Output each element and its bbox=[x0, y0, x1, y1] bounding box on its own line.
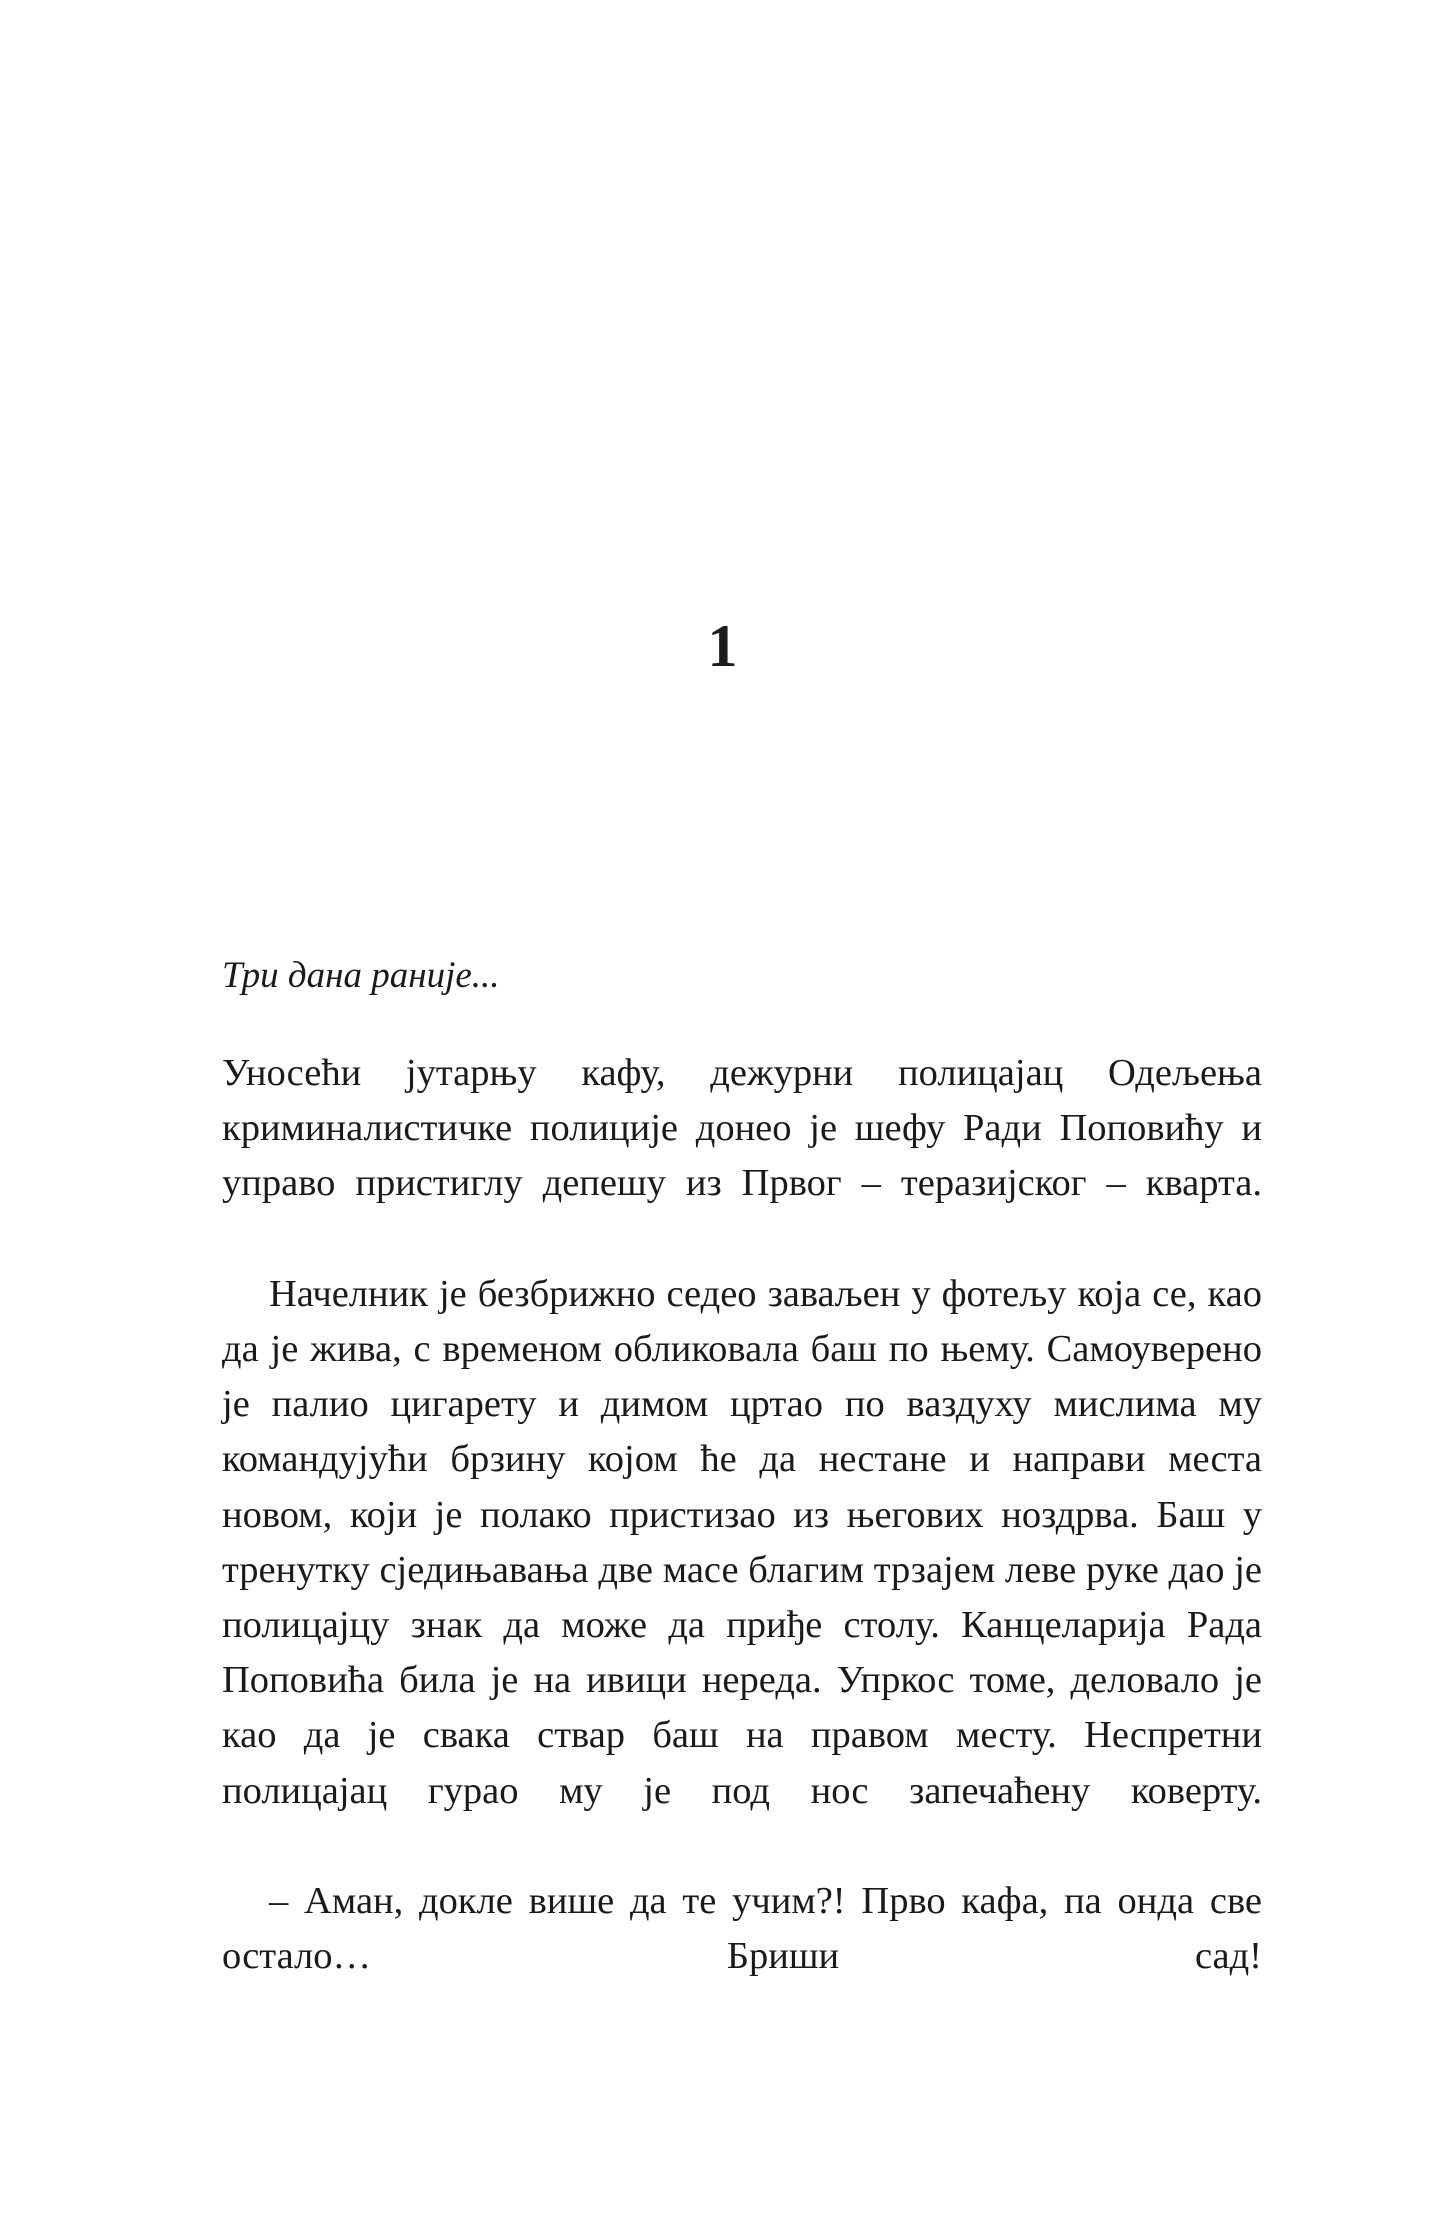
body-paragraph-2: Начелник је безбрижно седео заваљен у фотељу која се, као да је жива, с временом обликовала баш по њему. Самоуверено је палио цигарету и димом цртао по ваздуху мислима му командујући брзину којом ће да нестане и направи места новом, који је полако пристизао из његових ноздрва. Баш у тренутку сједињавања две масе благим трзајем леве руке дао је полицајцу знак да може да приђе столу. Канцеларија Рада Поповића била је на ивици нереда. Упркос томе, деловало је као да је свака ствар баш на правом месту. Неспретни полицајац гурао му је под нос запечаћену коверту. bbox=[222, 1272, 1262, 1812]
body-paragraph-3: – Аман, докле више да те учим?! Прво кафа, па онда све остало… Бриши сад! bbox=[222, 1880, 1262, 1978]
text-column bbox=[222, 952, 1262, 2040]
scene-note: Три дана раније... bbox=[222, 955, 500, 996]
body-paragraph-1: Уносећи јутарњу кафу, дежурни полицајац Одељења криминалистичке полиције донео је шефу Ради Поповићу и управо пристиглу депешу из Првог – теразијског – кварта. bbox=[222, 1052, 1262, 1205]
chapter-number: 1 bbox=[707, 613, 738, 679]
